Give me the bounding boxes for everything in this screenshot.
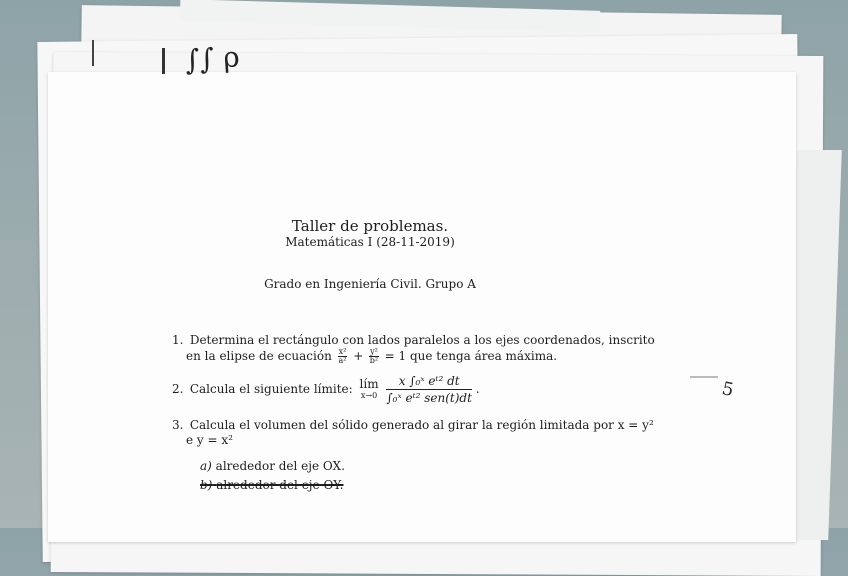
fraction-numerator: x² bbox=[338, 347, 347, 356]
limit-operator bbox=[359, 376, 379, 401]
fraction-numerator: y² bbox=[370, 347, 378, 356]
fraction bbox=[338, 348, 348, 365]
subitem-b-crossed-out bbox=[200, 477, 343, 493]
subitem-text: alrededor del eje OY. bbox=[216, 478, 344, 492]
subitem-a bbox=[200, 458, 345, 474]
fraction-denominator: b² bbox=[369, 356, 379, 365]
problem-text: Calcula el siguiente límite: bbox=[189, 382, 353, 396]
plus-sign: + bbox=[353, 349, 364, 363]
subitem-text: alrededor del eje OX. bbox=[215, 459, 345, 473]
problem-number: 1. bbox=[172, 333, 184, 347]
handwritten-grade: 5 bbox=[719, 378, 736, 401]
pen-mark bbox=[690, 376, 718, 378]
degree-group: Grado en Ingeniería Civil. Grupo A bbox=[264, 277, 476, 291]
page-subtitle: Matemáticas I (28-11-2019) bbox=[285, 235, 455, 249]
problem-3 bbox=[172, 417, 654, 433]
limit-fraction bbox=[386, 373, 472, 406]
problem-1 bbox=[172, 332, 655, 348]
limit-subscript: x→0 bbox=[360, 390, 378, 400]
problem-number: 3. bbox=[172, 418, 184, 432]
fraction-denominator: ∫₀ˣ eᵗ² sen(t)dt bbox=[386, 391, 472, 405]
subitem-label: b) bbox=[200, 478, 213, 492]
pen-mark bbox=[92, 40, 94, 66]
period: . bbox=[475, 382, 480, 396]
fraction-denominator: a² bbox=[338, 356, 347, 365]
problem-3-line-2 bbox=[186, 432, 233, 448]
fraction bbox=[369, 348, 379, 365]
problem-1-line-2 bbox=[186, 348, 557, 365]
page-title: Taller de problemas. bbox=[291, 217, 449, 235]
problem-text: = 1 que tenga área máxima. bbox=[384, 349, 558, 363]
problem-text: e y = x² bbox=[186, 433, 233, 447]
problem-text: Determina el rectángulo con lados paralelos a los ejes coordenados, inscrito bbox=[189, 333, 655, 347]
fraction-numerator: x ∫₀ˣ eᵗ² dt bbox=[386, 373, 472, 390]
exam-sheet bbox=[48, 72, 796, 542]
subitem-label: a) bbox=[200, 459, 212, 473]
limit-label: lím bbox=[359, 376, 379, 391]
problem-text: Calcula el volumen del sólido generado al girar la región limitada por x = y² bbox=[189, 418, 654, 432]
problem-number: 2. bbox=[172, 382, 184, 396]
pen-mark bbox=[162, 48, 165, 74]
problem-text: en la elipse de ecuación bbox=[186, 349, 332, 363]
handwriting-scribble: ∫∫ ρ bbox=[183, 40, 241, 77]
problem-2 bbox=[172, 373, 480, 406]
